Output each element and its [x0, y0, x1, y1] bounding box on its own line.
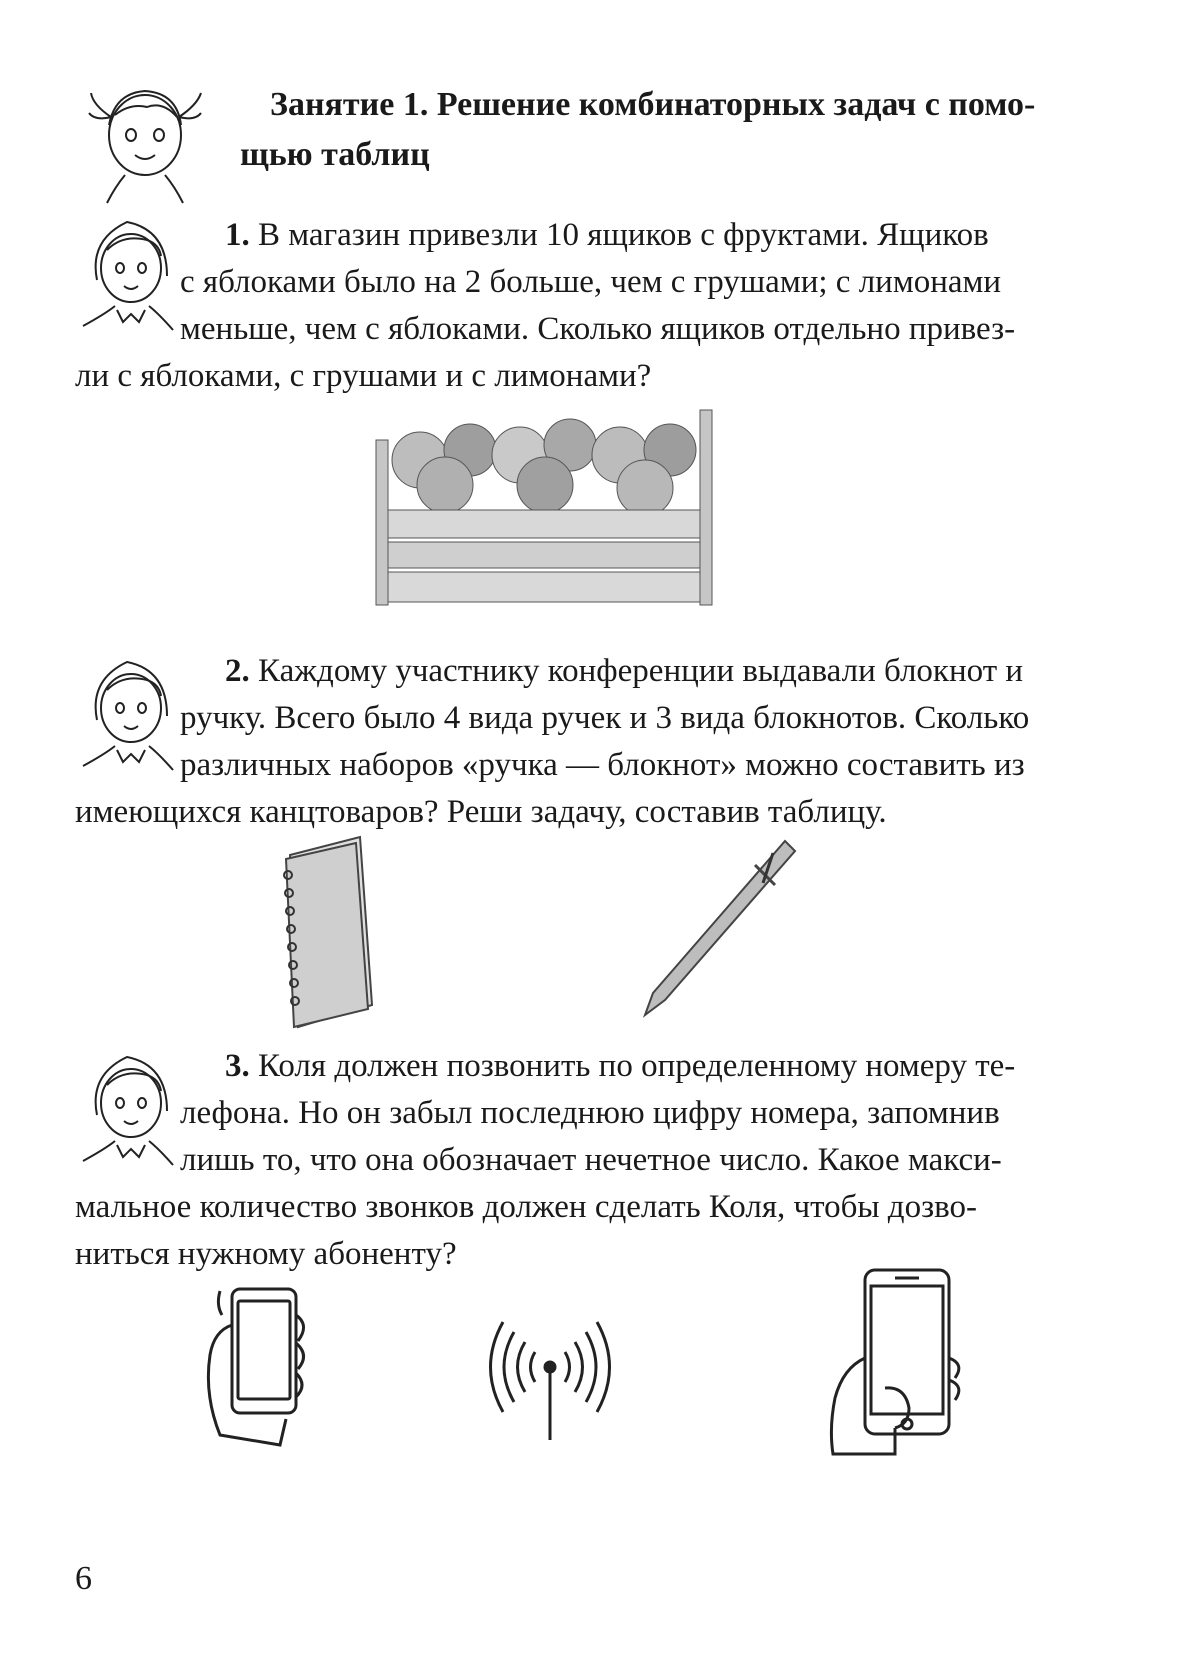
- task-2-line4-wrap: [75, 789, 1098, 836]
- page-number: 6: [75, 1560, 92, 1597]
- task-1-line2: с яблоками было на 2 больше, чем с грушами; с лимонами: [180, 264, 1002, 300]
- task-1-line1: В магазин привезли 10 ящиков с фруктами. Ящиков: [258, 217, 989, 253]
- pen-icon: [635, 835, 800, 1020]
- girl-task1-icon: [75, 210, 185, 340]
- notebook-icon: [270, 835, 390, 1030]
- task-3-line5: ниться нужному абоненту?: [75, 1236, 457, 1272]
- task-2-line3: различных наборов «ручка — блокнот» можно составить из: [180, 747, 1025, 783]
- task-3-number: 3.: [225, 1048, 250, 1084]
- task-3-line1: Коля должен позвонить по определенному номеру те-: [258, 1048, 1016, 1084]
- task-2-line1: Каждому участнику конференции выдавали блокнот и: [258, 653, 1024, 689]
- apple-crate-icon: [370, 400, 720, 610]
- lesson-title-line2: щью таблиц: [240, 136, 430, 173]
- task-1-line4: ли с яблоками, с грушами и с лимонами?: [75, 358, 652, 394]
- task-2: [180, 648, 1098, 789]
- task-3-line2: лефона. Но он забыл последнюю цифру номера, запомнив: [180, 1095, 1000, 1131]
- phone-in-hand-icon: [200, 1285, 315, 1450]
- girl-pigtails-icon: [85, 75, 205, 205]
- task-1-line3: меньше, чем с яблоками. Сколько ящиков отдельно привез-: [180, 311, 1016, 347]
- girl-task2-icon: [75, 650, 185, 780]
- task-1-number: 1.: [225, 217, 250, 253]
- task-1-line4-wrap: [75, 353, 1098, 400]
- task-2-line2: ручку. Всего было 4 вида ручек и 3 вида блокнотов. Сколько: [180, 700, 1030, 736]
- girl-task3-icon: [75, 1045, 185, 1175]
- lesson-title-line1: Занятие 1. Решение комбинаторных задач с помо-: [270, 86, 1036, 123]
- task-3-line4: мальное количество звонков должен сделать Коля, чтобы дозво-: [75, 1189, 977, 1225]
- lesson-title: [240, 80, 1170, 180]
- task-3: [180, 1043, 1098, 1184]
- signal-tower-icon: [480, 1305, 620, 1445]
- task-3-line3: лишь то, что она обозначает нечетное число. Какое макси-: [180, 1142, 1002, 1178]
- phone-touch-icon: [825, 1268, 975, 1458]
- task-3-tail: [75, 1184, 1098, 1278]
- task-2-line4: имеющихся канцтоваров? Реши задачу, составив таблицу.: [75, 794, 887, 830]
- task-1: [180, 212, 1098, 353]
- task-2-number: 2.: [225, 653, 250, 689]
